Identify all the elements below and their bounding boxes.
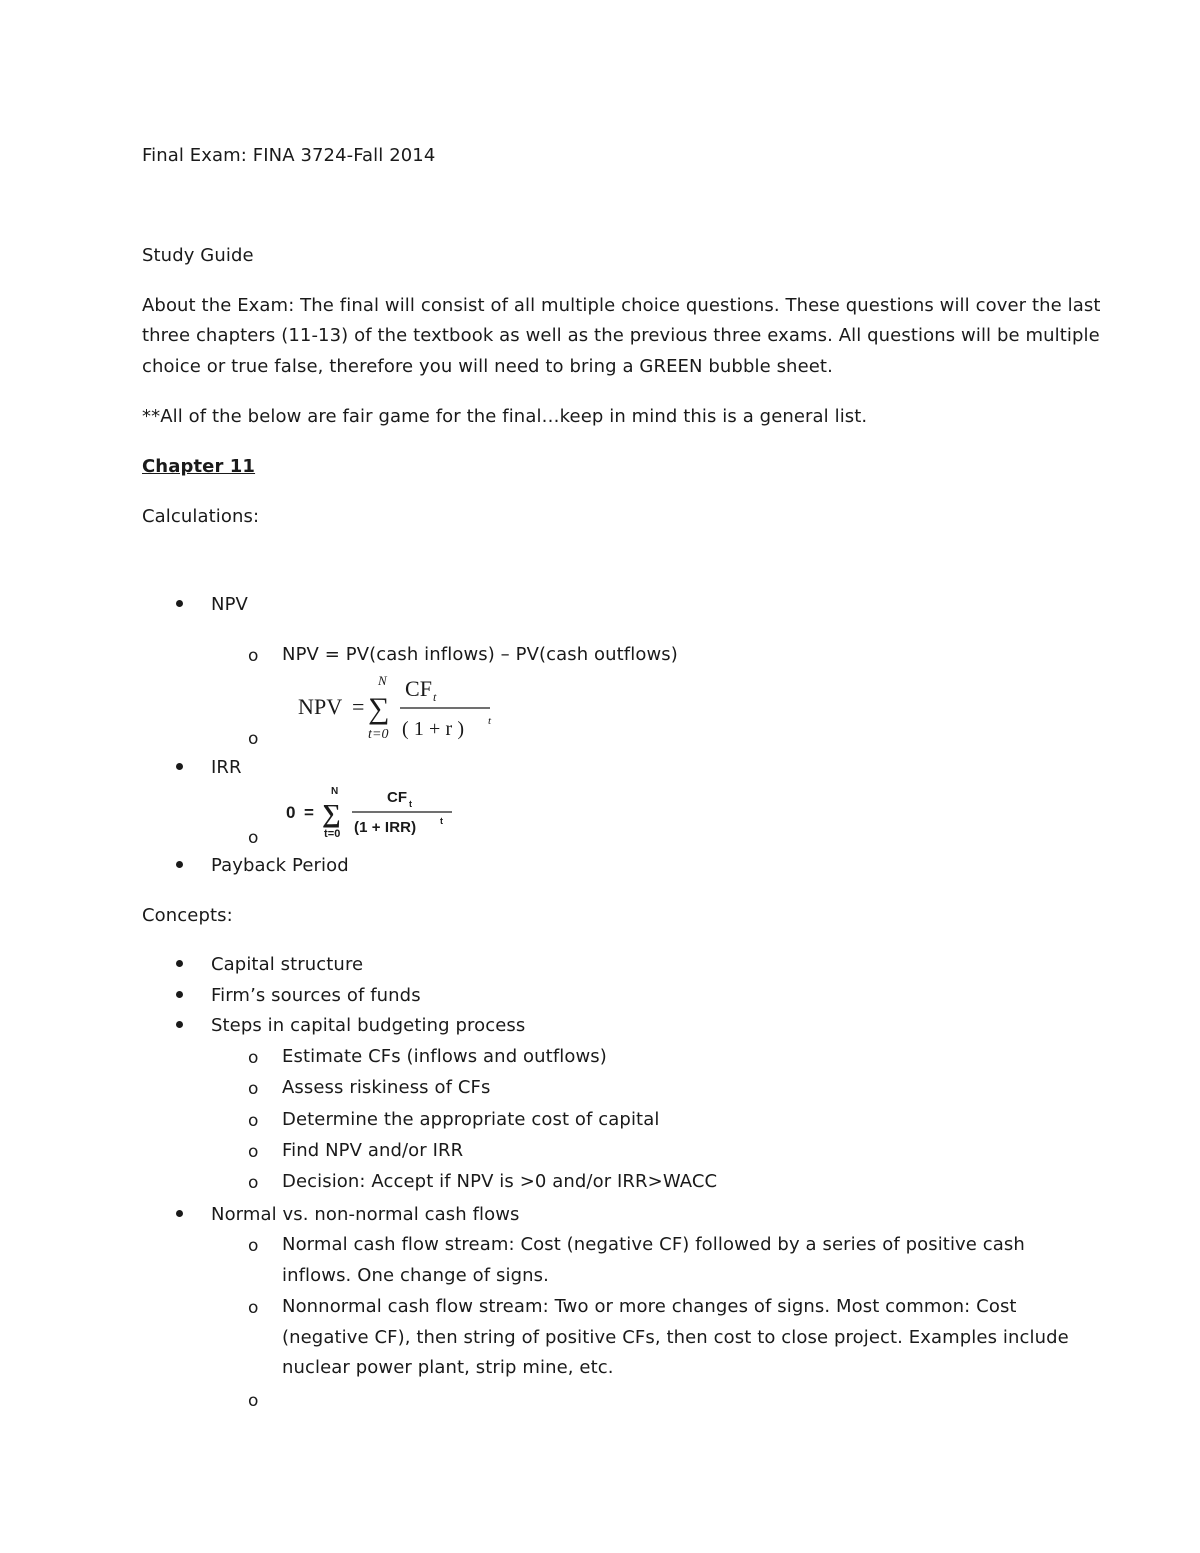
nonnormal-line-2: (negative CF), then string of positive CFs, then cost to close project. Examples include <box>282 1327 1069 1348</box>
circle-bullet-icon: o <box>248 1391 259 1411</box>
nonnormal-line-3: nuclear power plant, strip mine, etc. <box>282 1357 614 1378</box>
irr-formula <box>282 782 472 844</box>
irr-formula-upper: N <box>331 786 339 797</box>
bullet-icon <box>176 991 183 998</box>
nonnormal-line-1: Nonnormal cash flow stream: Two or more changes of signs. Most common: Cost <box>282 1296 1017 1317</box>
circle-bullet-icon: o <box>248 729 259 749</box>
npv-formula-lhs: NPV <box>298 694 343 719</box>
npv-formula-num-sub: t <box>433 690 437 704</box>
circle-bullet-icon: o <box>248 1048 259 1068</box>
subtitle: Study Guide <box>142 245 254 266</box>
irr-formula-denominator: (1 + IRR) <box>354 819 417 836</box>
irr-formula-num-sub: t <box>409 799 413 809</box>
npv-formula-lower: t=0 <box>368 727 389 742</box>
npv-label: NPV <box>211 594 248 615</box>
circle-bullet-icon: o <box>248 1079 259 1099</box>
npv-formula <box>290 668 510 748</box>
bullet-icon <box>176 960 183 967</box>
circle-bullet-icon: o <box>248 828 259 848</box>
npv-formula-denominator: ( 1 + r ) <box>402 718 465 740</box>
bullet-icon <box>176 600 183 607</box>
circle-bullet-icon: o <box>248 1236 259 1256</box>
normal-line-1: Normal cash flow stream: Cost (negative CF) followed by a series of positive cash <box>282 1234 1025 1255</box>
irr-formula-lower: t=0 <box>324 828 341 840</box>
about-line-3: choice or true false, therefore you will need to bring a GREEN bubble sheet. <box>142 356 833 377</box>
npv-formula-upper: N <box>378 673 387 688</box>
circle-bullet-icon: o <box>248 646 259 666</box>
npv-formula-den-sup: t <box>488 715 492 727</box>
concept-item: Steps in capital budgeting process <box>211 1015 526 1036</box>
npv-formula-numerator: CF <box>405 676 433 701</box>
concepts-heading: Concepts: <box>142 905 233 926</box>
step-item: Assess riskiness of CFs <box>282 1077 491 1098</box>
step-item: Decision: Accept if NPV is >0 and/or IRR>WACC <box>282 1171 718 1192</box>
step-item: Determine the appropriate cost of capital <box>282 1109 660 1130</box>
irr-formula-numerator: CF <box>387 789 408 806</box>
about-line-2: three chapters (11-13) of the textbook as well as the previous three exams. All questions will be multiple <box>142 325 1100 346</box>
concept-item: Normal vs. non-normal cash flows <box>211 1204 520 1225</box>
irr-formula-den-sup: t <box>440 816 444 826</box>
npv-formula-sum: ∑ <box>368 692 390 725</box>
concept-item: Firm’s sources of funds <box>211 985 421 1006</box>
normal-line-2: inflows. One change of signs. <box>282 1265 549 1286</box>
calculations-heading: Calculations: <box>142 506 260 527</box>
npv-formula-eq: = <box>352 694 365 719</box>
circle-bullet-icon: o <box>248 1298 259 1318</box>
circle-bullet-icon: o <box>248 1142 259 1162</box>
bullet-icon <box>176 763 183 770</box>
bullet-icon <box>176 1021 183 1028</box>
irr-label: IRR <box>211 757 242 778</box>
circle-bullet-icon: o <box>248 1111 259 1131</box>
bullet-icon <box>176 1210 183 1217</box>
payback-label: Payback Period <box>211 855 349 876</box>
page-title: Final Exam: FINA 3724-Fall 2014 <box>142 145 436 166</box>
circle-bullet-icon: o <box>248 1173 259 1193</box>
irr-formula-eq: = <box>304 803 315 822</box>
about-line-1: About the Exam: The final will consist of all multiple choice questions. These questions will cover the last <box>142 295 1101 316</box>
npv-definition: NPV = PV(cash inflows) – PV(cash outflows) <box>282 644 678 665</box>
bullet-icon <box>176 861 183 868</box>
irr-formula-lhs: 0 <box>286 803 296 822</box>
chapter-heading: Chapter 11 <box>142 456 256 477</box>
step-item: Estimate CFs (inflows and outflows) <box>282 1046 607 1067</box>
note: **All of the below are fair game for the final…keep in mind this is a general list. <box>142 406 868 427</box>
irr-formula-sum: ∑ <box>322 799 341 828</box>
step-item: Find NPV and/or IRR <box>282 1140 464 1161</box>
concept-item: Capital structure <box>211 954 364 975</box>
